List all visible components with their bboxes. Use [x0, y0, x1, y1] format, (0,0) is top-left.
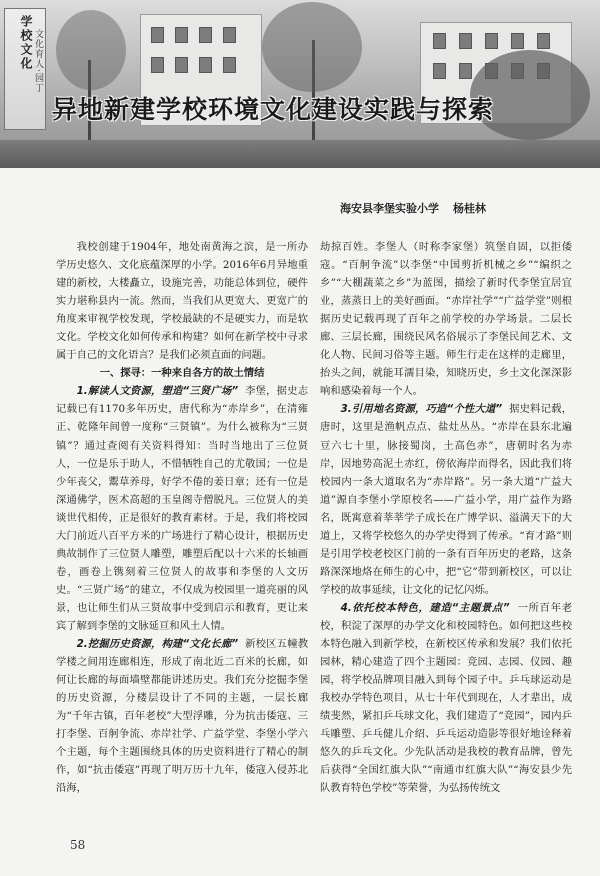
body-paragraph [320, 599, 572, 798]
article-title: 异地新建学校环境文化建设实践与探索 [52, 95, 495, 124]
body-paragraph [56, 635, 308, 797]
paragraph-lead: 2.挖掘历史资源，构建“文化长廊” [76, 638, 239, 651]
section-heading: 一、探寻：一种来自各方的故土情结 [99, 367, 265, 380]
body-paragraph [320, 400, 572, 599]
paragraph-body: 一所百年老校，积淀了深厚的办学文化和校园特色。如何把这些校本特色融入到新学校，在新校区传承和发展？我们依托园林，精心建造了四个主题园：竞园、志园、仪园、趣园，将学校品牌项目融入到每个园子中。乒乓球运动是我校办学特色项目，从七十年代到现在，人才辈出，成绩斐然，紧扣乒乓球文化，我们建造了“竞园”，园内乒乓雕塑、乒乓健儿介绍、乒乓运动造影等很好地诠释着悠久的乒乓文化。少先队活动是我校的教育品牌，曾先后获得“全国红旗大队”“南通市红旗大队”“海安县少先队教育特色学校”等荣誉，为弘扬传统文 [320, 601, 573, 795]
right-column [320, 238, 572, 797]
page-number: 58 [70, 838, 86, 852]
body-paragraph [56, 382, 308, 635]
paragraph-lead: 1.解读人文资源，塑造“三贤广场” [76, 385, 239, 398]
left-column [56, 238, 308, 797]
paragraph-body: 新校区五幢教学楼之间用连廊相连，形成了南北近二百米的长廊，如何让长廊的每面墙壁都能讲述历史。我们充分挖掘李堡的历史资源，分楼层设计了不同的主题，一层长廊为“千年古镇，百年老校”大型浮雕，分为抗击倭寇、三打李堡、百舸争流、赤岸社学、广益学堂、李堡小学六个主题，每个主题围绕具体的历史资料进行了精心的制作，如“抗击倭寇”再现了明万历十九年，倭寇入侵苏北沿海， [56, 638, 309, 795]
tree-illustration [56, 10, 126, 90]
tree-illustration [262, 2, 362, 92]
byline [340, 200, 580, 216]
section-sublabel: 文化育人·园丁 [33, 29, 43, 93]
paragraph-body: 据史料记载，唐时，这里是渔帆点点、盐灶丛丛。“赤岸在县东北遍豆六七十里，脉接蜀岗，土高色赤”，唐朝时名为赤岸，因地势高泥土赤红，傍依海岸而得名，因此我们将校园内一条大道取名为“赤岸路”。另一条大道“广益大道”源自李堡小学原校名——广益小学，用广益作为路名，既寓意着莘莘学子成长在广博学识、溢满天下的大道上，又将学校悠久的办学史得到了传承。“育才路”则是引用学校老校区门前的一条有百年历史的老路，这条路深深地烙在师生的心中，把“它”带到新校区，可以让学校的故事延续，让文化的记忆闪烁。 [320, 403, 573, 596]
lawn [0, 140, 600, 168]
author-affiliation: 海安县李堡实验小学 [340, 202, 439, 215]
author-name: 杨桂林 [453, 202, 486, 215]
section-label: 学校文化 [19, 15, 33, 71]
intro-paragraph: 我校创建于1904年，地处南黄海之滨，是一所办学历史悠久、文化底蕴深厚的小学。2016年6月异地重建的新校，大楼矗立，设施完善，功能总体到位，硬件实力堪称县内一流。然而，当我们从更宽大、更宽广的角度来审视学校发现，学校最缺的不是硬实力，而是软文化。学校文化如何传承和构建？如何在新学校中寻求属于自己的文化语言？是我们必须直面的问题。 [56, 241, 308, 362]
header-banner-photo [0, 0, 600, 168]
body-paragraph-continued: 劫掠百姓。李堡人（时称李家堡）筑堡自固，以拒倭寇。“百舸争流”以李堡“中国剪折机械之乡”“编织之乡”“大棚蔬菜之乡”为蓝图，描绘了新时代李堡宜居宜业，蒸蒸日上的美好画面。“赤岸社学”“广益学堂”则根据历史记载再现了百年之前学校的办学场景。二层长廊、三层长廊，围绕民风名俗展示了李堡民间艺术、文化人物、民间习俗等主题。师生行走在这样的走廊里，抬头之间，就能耳濡目染，知晓历史，乡土文化深深影响和感染着每一个人。 [320, 241, 572, 398]
paragraph-body: 李堡，据史志记载已有1170多年历史，唐代称为“赤岸乡”，在清雍正、乾隆年间曾一度称“三贤镇”。为什么被称为“三贤镇”？通过查阅有关资料得知：当时当地出了三位贤人，一位是乐于助人，不惜牺牲自己的尤敬国；一位是少年丧父，鬻草养母，好学不倦的姜日章；还有一位是深通佛学，医术高超的玉皇阁寺僧脱凡。三位贤人的美谈世代相传，正是很好的教育素材。于是，我们将校园大门前近八百平方米的广场进行了精心设计，根据历史典故制作了三位贤人雕塑，雕塑后配以十六米的长轴画卷，画卷上镌刻着三位贤人的故事和李堡的人文历史。“三贤广场”的建立，不仅成为校园里一道亮丽的风景，也让师生们从三贤故事中受到启示和教育，更让来宾了解到李堡的文脉延亘和风土人情。 [56, 385, 309, 632]
paragraph-lead: 4.依托校本特色，建造“主题景点” [340, 601, 510, 614]
paragraph-lead: 3.引用地名资源，巧造“个性大道” [340, 403, 503, 416]
section-tab [4, 8, 46, 130]
